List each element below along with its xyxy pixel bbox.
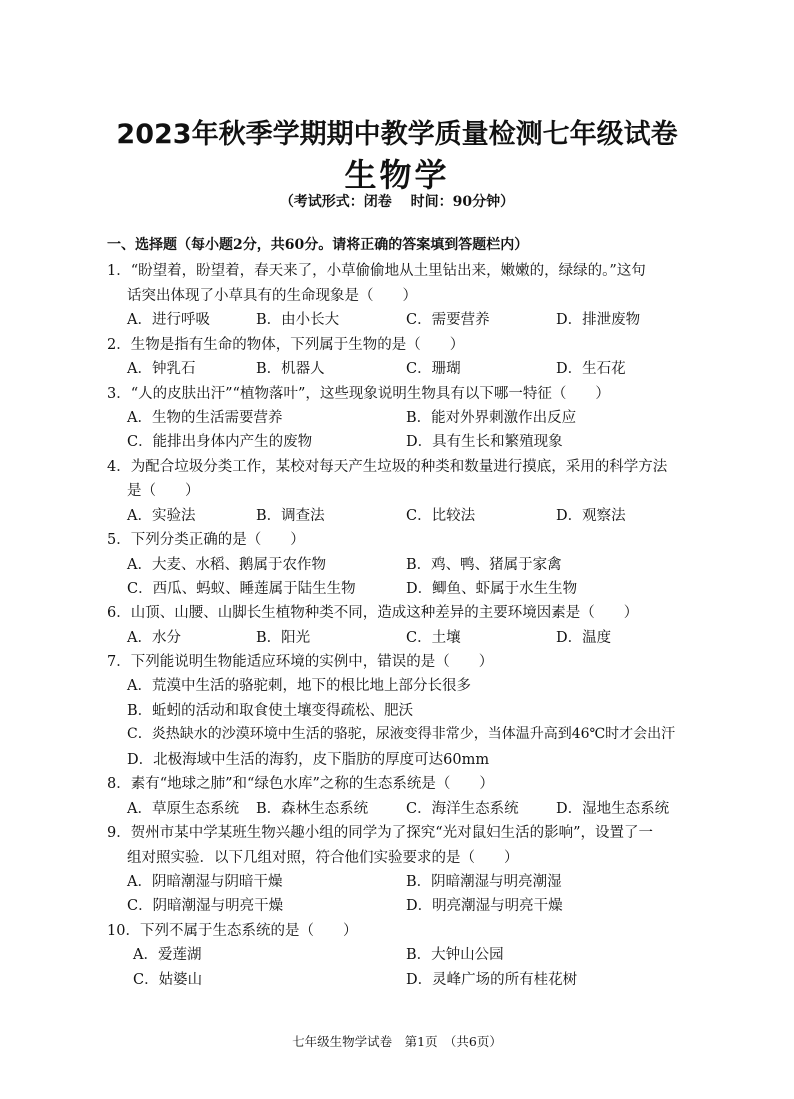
page-footer: 七年级生物学试卷 第1页 （共6页）	[292, 1034, 502, 1049]
question-stem: 6．山顶、山腰、山脚长生植物种类不同，造成这种差异的主要环境因素是（ ）	[107, 605, 639, 621]
option-d: D．具有生长和繁殖现象	[406, 434, 563, 450]
option-a: A．钟乳石	[127, 361, 196, 377]
option-b: B．阳光	[256, 630, 311, 646]
option-d: D．鲫鱼、虾属于水生生物	[406, 581, 578, 597]
option-b: B．阴暗潮湿与明亮潮湿	[406, 874, 562, 890]
option-d: D．排泄废物	[556, 312, 641, 328]
question-stem: 10．下列不属于生态系统的是（ ）	[107, 923, 358, 939]
option-d: D．明亮潮湿与明亮干燥	[406, 898, 563, 914]
option-c: C．海洋生态系统	[406, 801, 519, 817]
option-c: C．能排出身体内产生的废物	[127, 434, 313, 450]
option-c: C．姑婆山	[133, 972, 203, 988]
option-d: D．灵峰广场的所有桂花树	[406, 972, 578, 988]
option-d: D．生石花	[556, 361, 626, 377]
question-stem: 4．为配合垃圾分类工作，某校对每天产生垃圾的种类和数量进行摸底，采用的科学方法	[107, 459, 668, 475]
option-a: A．生物的生活需要营养	[127, 410, 283, 426]
option-b: B．森林生态系统	[256, 801, 369, 817]
option-a: A．荒漠中生活的骆驼刺，地下的根比地上部分长很多	[127, 678, 471, 694]
option-c: C．需要营养	[406, 312, 490, 328]
question-stem: 5．下列分类正确的是（ ）	[107, 532, 305, 548]
option-c: C．珊瑚	[406, 361, 461, 377]
option-a: A．实验法	[127, 508, 196, 524]
option-a: A．大麦、水稻、鹅属于农作物	[127, 557, 326, 573]
option-c: C．阴暗潮湿与明亮干燥	[127, 898, 284, 914]
option-b: B．机器人	[256, 361, 325, 377]
section-title: 一、选择题（每小题2分，共60分。请将正确的答案填到答题栏内）	[107, 237, 529, 253]
option-d: D．北极海域中生活的海豹，皮下脂肪的厚度可达60mm	[127, 752, 490, 768]
option-c: C．土壤	[406, 630, 461, 646]
option-a: A．草原生态系统	[127, 801, 239, 817]
exam-info: （考试形式：闭卷 时间：90分钟）	[279, 194, 515, 210]
option-b: B．大钟山公园	[406, 947, 504, 963]
exam-title: 2023年秋季学期期中教学质量检测七年级试卷	[116, 119, 678, 150]
option-b: B．调查法	[256, 508, 325, 524]
question-stem: 7．下列能说明生物能适应环境的实例中，错误的是（ ）	[107, 654, 494, 670]
option-b: B．能对外界刺激作出反应	[406, 410, 577, 426]
option-d: D．温度	[556, 630, 612, 646]
subject-title: 生物学	[344, 156, 450, 194]
option-b: B．蚯蚓的活动和取食使土壤变得疏松、肥沃	[127, 703, 414, 719]
question-stem: 3．“人的皮肤出汗”“植物落叶”，这些现象说明生物具有以下哪一特征（ ）	[107, 386, 610, 402]
option-a: A．进行呼吸	[127, 312, 210, 328]
option-a: A．阴暗潮湿与阴暗干燥	[127, 874, 283, 890]
option-d: D．观察法	[556, 508, 626, 524]
question-stem: 组对照实验．以下几组对照，符合他们实验要求的是（ ）	[127, 850, 519, 866]
option-b: B．由小长大	[256, 312, 340, 328]
option-d: D．湿地生态系统	[556, 801, 670, 817]
option-a: A．水分	[127, 630, 181, 646]
option-a: A．爱莲湖	[133, 947, 202, 963]
question-stem: 2．生物是指有生命的物体，下列属于生物的是（ ）	[107, 337, 465, 353]
option-c: C．比较法	[406, 508, 476, 524]
option-c: C．西瓜、蚂蚁、睡莲属于陆生生物	[127, 581, 356, 597]
question-stem: 1．“盼望着，盼望着，春天来了，小草偷偷地从土里钻出来，嫩嫩的，绿绿的。”这句	[107, 263, 646, 279]
question-stem: 是（ ）	[127, 483, 200, 499]
question-stem: 话突出体现了小草具有的生命现象是（ ）	[127, 288, 417, 304]
option-b: B．鸡、鸭、猪属于家禽	[406, 557, 562, 573]
option-c: C．炎热缺水的沙漠环境中生活的骆驼，尿液变得非常少，当体温升高到46℃时才会出汗	[127, 726, 676, 742]
question-stem: 9．贺州市某中学某班生物兴趣小组的同学为了探究“光对鼠妇生活的影响”，设置了一	[107, 825, 654, 841]
question-stem: 8．素有“地球之肺”和“绿色水库”之称的生态系统是（ ）	[107, 776, 494, 792]
